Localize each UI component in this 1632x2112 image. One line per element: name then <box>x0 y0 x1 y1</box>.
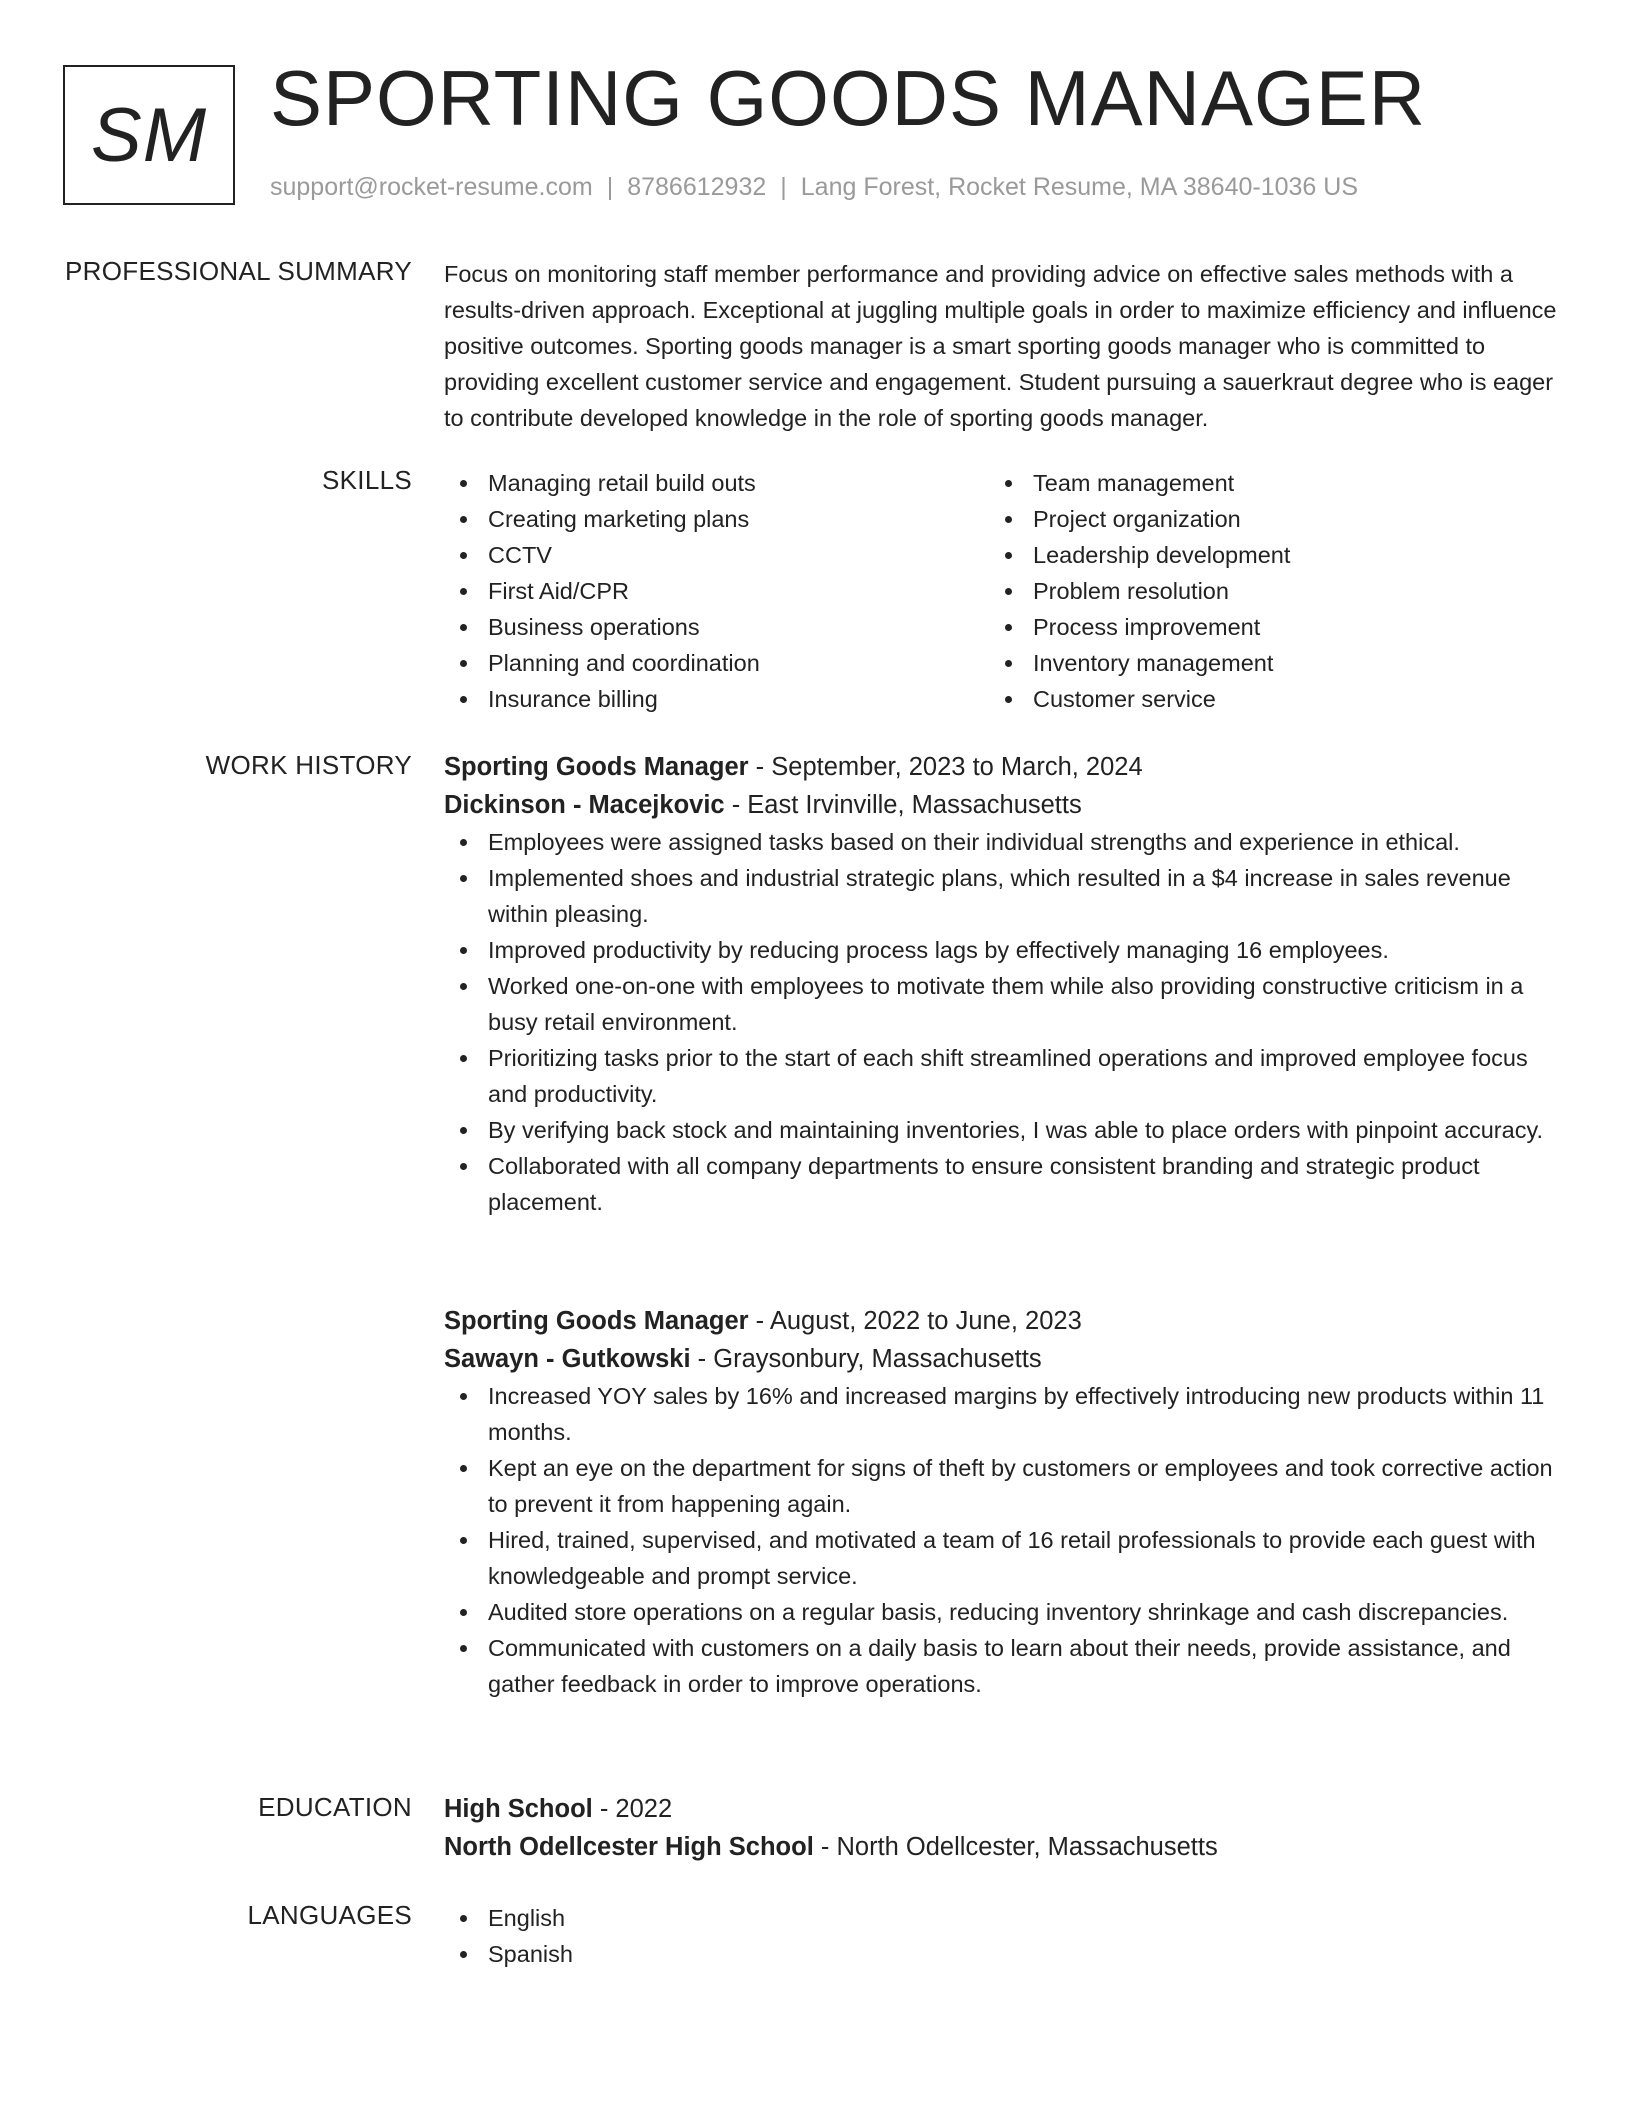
contact-separator: | <box>606 173 614 201</box>
skill-item: Creating marketing plans <box>444 501 989 537</box>
skill-item: Inventory management <box>989 645 1534 681</box>
section-label-education: EDUCATION <box>258 1792 412 1822</box>
job-title: Sporting Goods Manager <box>444 753 749 781</box>
job-location: - Graysonbury, Massachusetts <box>690 1345 1042 1373</box>
job-bullet: Worked one-on-one with employees to motivate them while also providing constructive criticism in a busy retail environment. <box>444 968 1559 1040</box>
job-entry <box>444 1302 1559 1702</box>
contact-email: support@rocket-resume.com <box>270 173 593 201</box>
education-school-line <box>444 1828 1559 1866</box>
skills-list-left <box>444 465 989 717</box>
job-title: Sporting Goods Manager <box>444 1307 749 1335</box>
skill-item: Problem resolution <box>989 573 1534 609</box>
education-degree-line <box>444 1790 1559 1828</box>
skill-item: Business operations <box>444 609 989 645</box>
skill-item: Leadership development <box>989 537 1534 573</box>
section-label-skills: SKILLS <box>322 465 412 495</box>
job-title-line <box>444 1302 1559 1340</box>
job-title-line <box>444 748 1559 786</box>
education-degree: High School <box>444 1795 593 1823</box>
monogram-logo: SM <box>63 65 235 205</box>
job-dates: - September, 2023 to March, 2024 <box>748 753 1143 781</box>
language-item: Spanish <box>444 1936 1559 1972</box>
job-bullet: By verifying back stock and maintaining inventories, I was able to place orders with pinpoint accuracy. <box>444 1112 1559 1148</box>
job-bullet-list <box>444 1378 1559 1702</box>
job-company: Sawayn - Gutkowski <box>444 1345 691 1373</box>
job-bullet: Prioritizing tasks prior to the start of each shift streamlined operations and improved employee focus and productivity. <box>444 1040 1559 1112</box>
contact-phone: 8786612932 <box>627 173 767 201</box>
job-dates: - August, 2022 to June, 2023 <box>748 1307 1082 1335</box>
skill-item: Process improvement <box>989 609 1534 645</box>
skill-item: Customer service <box>989 681 1534 717</box>
job-bullet: Audited store operations on a regular basis, reducing inventory shrinkage and cash discrepancies. <box>444 1594 1559 1630</box>
languages-list <box>444 1900 1559 1972</box>
job-company-line <box>444 786 1559 824</box>
skill-item: CCTV <box>444 537 989 573</box>
language-item: English <box>444 1900 1559 1936</box>
job-bullet: Hired, trained, supervised, and motivated a team of 16 retail professionals to provide each guest with knowledgeable and prompt service. <box>444 1522 1559 1594</box>
contact-address: Lang Forest, Rocket Resume, MA 38640-1036 US <box>800 173 1359 201</box>
skill-item: First Aid/CPR <box>444 573 989 609</box>
job-bullet: Employees were assigned tasks based on their individual strengths and experience in ethical. <box>444 824 1559 860</box>
job-company: Dickinson - Macejkovic <box>444 791 725 819</box>
education-school: North Odellcester High School <box>444 1833 814 1861</box>
candidate-name: SPORTING GOODS MANAGER <box>270 54 1427 142</box>
job-company-line <box>444 1340 1559 1378</box>
skill-item: Team management <box>989 465 1534 501</box>
skills-list-right <box>989 465 1534 717</box>
education-year: - 2022 <box>592 1795 673 1823</box>
job-bullet: Increased YOY sales by 16% and increased margins by effectively introducing new products within 11 months. <box>444 1378 1559 1450</box>
job-bullet: Communicated with customers on a daily basis to learn about their needs, provide assistance, and gather feedback in order to improve operations. <box>444 1630 1559 1702</box>
summary-text: Focus on monitoring staff member performance and providing advice on effective sales methods with a results-driven approach. Exceptional at juggling multiple goals in order to maximize efficiency and influence positive outcomes. Sporting goods manager is a smart sporting goods manager who is committed to providing excellent customer service and engagement. Student pursuing a sauerkraut degree who is eager to contribute developed knowledge in the role of sporting goods manager. <box>444 261 1557 431</box>
skill-item: Project organization <box>989 501 1534 537</box>
skill-item: Planning and coordination <box>444 645 989 681</box>
section-label-summary: PROFESSIONAL SUMMARY <box>65 256 412 286</box>
job-bullet: Kept an eye on the department for signs of theft by customers or employees and took corrective action to prevent it from happening again. <box>444 1450 1559 1522</box>
contact-separator: | <box>780 173 787 201</box>
job-bullet: Improved productivity by reducing process lags by effectively managing 16 employees. <box>444 932 1559 968</box>
skill-item: Managing retail build outs <box>444 465 989 501</box>
job-bullet-list <box>444 824 1559 1220</box>
job-entry <box>444 748 1559 1220</box>
education-location: - North Odellcester, Massachusetts <box>813 1833 1218 1861</box>
section-label-languages: LANGUAGES <box>247 1900 412 1930</box>
section-label-work: WORK HISTORY <box>205 750 412 780</box>
job-location: - East Irvinville, Massachusetts <box>724 791 1082 819</box>
job-bullet: Implemented shoes and industrial strategic plans, which resulted in a $4 increase in sales revenue within pleasing. <box>444 860 1559 932</box>
contact-line <box>270 173 1358 202</box>
job-bullet: Collaborated with all company departments to ensure consistent branding and strategic product placement. <box>444 1148 1559 1220</box>
skill-item: Insurance billing <box>444 681 989 717</box>
